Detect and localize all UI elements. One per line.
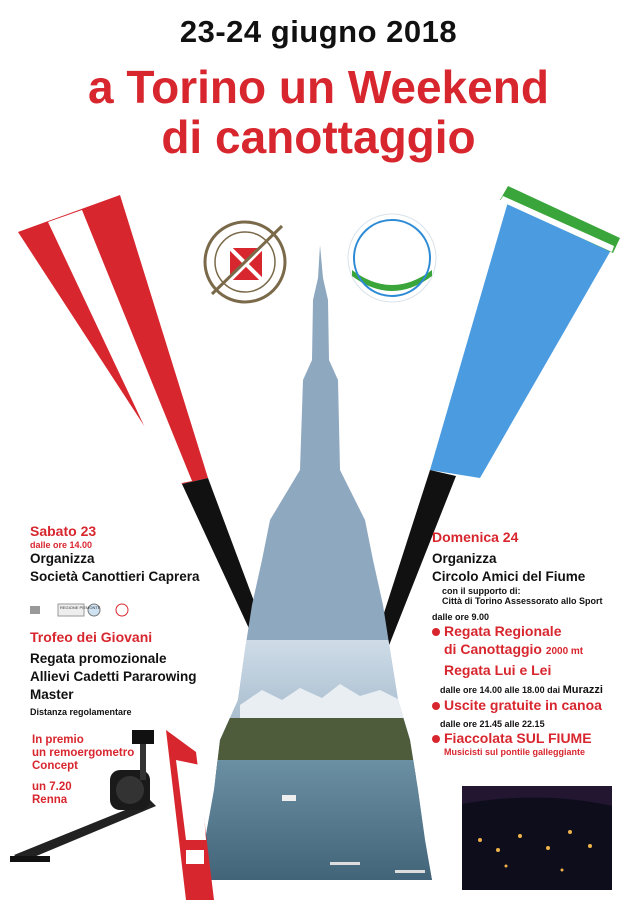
event-1-line-a: Regata Regionale (432, 622, 632, 640)
sunday-time-1: dalle ore 9.00 (432, 612, 490, 622)
prize-line-2: un remoergometro (32, 747, 135, 759)
support-line-1: con il supporto di: (442, 586, 521, 596)
saturday-organizer: Società Canottieri Caprera (30, 569, 200, 584)
race-line-1: Regata promozionale (30, 651, 167, 666)
sunday-day: Domenica 24 (432, 529, 519, 545)
support-line-2: Città di Torino Assessorato allo Sport (442, 596, 603, 606)
prize-line-4: un 7.20 (32, 781, 72, 793)
trophy-title: Trofeo dei Giovani (30, 629, 153, 645)
saturday-section (30, 522, 260, 586)
sunday-organizer-label: Organizza (432, 551, 497, 566)
sunday-time-3: dalle ore 21.45 alle 22.15 (440, 719, 545, 729)
race-line-2: Allievi Cadetti Pararowing (30, 669, 197, 684)
prize-line-5: Renna (32, 794, 68, 806)
event-3: Fiaccolata SUL FIUME (432, 729, 632, 747)
caprera-logo (205, 222, 285, 302)
title-line-2: di canottaggio (161, 111, 476, 163)
prize-line-1: In premio (32, 734, 84, 746)
saturday-organizer-label: Organizza (30, 551, 95, 566)
red-racing-boat-image (166, 730, 214, 900)
regione-label: REGIONE PIEMONTE (60, 605, 101, 610)
sunday-time-2: dalle ore 14.00 alle 18.00 dai Murazzi (440, 684, 603, 696)
sunday-organizer: Circolo Amici del Fiume (432, 569, 586, 584)
night-river-photo (462, 786, 612, 890)
saturday-time: dalle ore 14.00 (30, 540, 93, 550)
prize-line-3: Concept (32, 760, 78, 772)
title-line-1: a Torino un Weekend (88, 61, 549, 113)
event-3-sub: Musicisti sul pontile galleggiante (444, 747, 586, 757)
saturday-day: Sabato 23 (30, 523, 97, 539)
adf-logo (348, 214, 436, 302)
murazzi-place: Murazzi (562, 684, 603, 696)
bullet-icon (432, 702, 440, 710)
sunday-section (432, 528, 632, 757)
trophy-section (30, 628, 260, 717)
distance-note: Distanza regolamentare (30, 707, 132, 717)
event-1-line-b: di Canottaggio 2000 mt (444, 641, 584, 657)
event-1-line-c: Regata Lui e Lei (444, 662, 552, 678)
bullet-icon (432, 735, 440, 743)
event-2: Uscite gratuite in canoa (432, 696, 632, 714)
event-1-distance: 2000 mt (545, 646, 584, 657)
prize-section (32, 734, 134, 807)
race-line-3: Master (30, 687, 74, 702)
bullet-icon (432, 628, 440, 636)
event-date: 23-24 giugno 2018 (179, 14, 458, 49)
